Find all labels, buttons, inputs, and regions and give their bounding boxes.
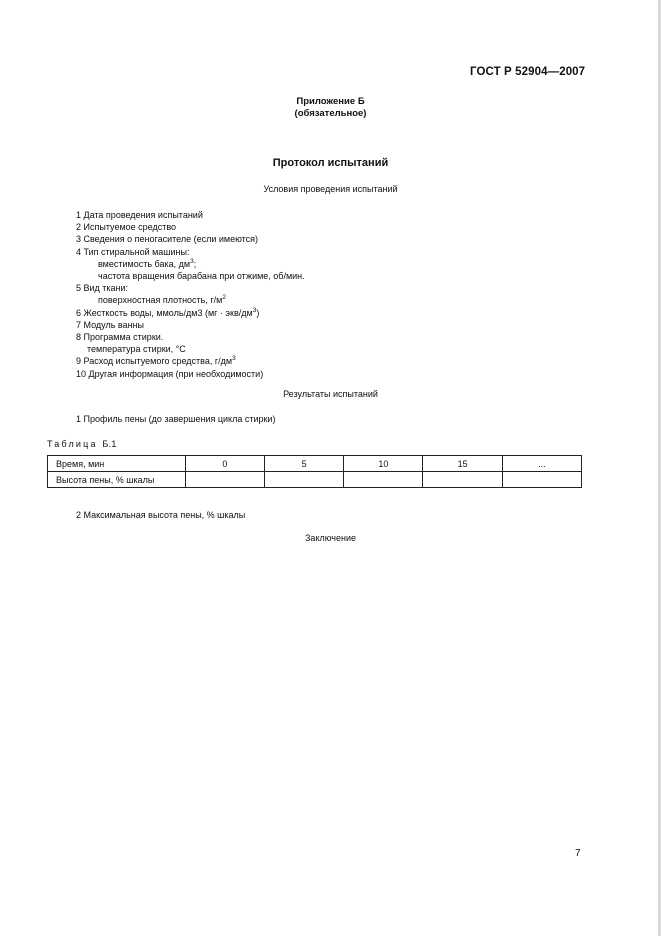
table-caption: Таблица Б.1 [47,439,117,449]
conclusion-heading: Заключение [305,533,356,543]
appendix-subtitle: (обязательное) [294,108,367,119]
conditions-subitem: частота вращения барабана при отжиме, об/мин. [98,271,305,282]
conditions-list [76,209,305,380]
conditions-item: 3 Сведения о пеногасителе (если имеются) [76,234,259,245]
appendix-title: Приложение Б [296,96,365,107]
conditions-item: 10 Другая информация (при необходимости) [76,368,264,379]
conditions-item: 6 Жесткость воды, ммоль/дм3 (мг · экв/$дм^3$) [76,306,260,318]
table-cell: 15 [423,456,502,472]
table-cell: 5 [265,456,344,472]
table-row [48,472,582,488]
conditions-item: 1 Дата проведения испытаний [76,210,203,220]
table-cell [265,472,344,488]
conditions-subitem: вместимость бака, $дм^3$; [98,257,197,269]
table-cell: 10 [344,456,423,472]
document-id: ГОСТ Р 52904—2007 [470,66,586,78]
conditions-item: 9 Расход испытуемого средства, $г/дм^3$ [76,355,236,367]
table-cell [344,472,423,488]
conditions-item: 8 Программа стирки. [76,332,164,343]
protocol-title: Протокол испытаний [272,157,389,169]
page-number: 7 [575,848,581,859]
conditions-subitem: поверхностная плотность, $г/м^2$ [98,294,226,306]
conditions-item: 5 Вид ткани: [76,283,129,294]
conditions-item: 2 Испытуемое средство [76,222,177,233]
results-item-1: 1 Профиль пены (до завершения цикла стирки) [76,414,276,424]
conditions-item: 7 Модуль ванны [76,319,145,330]
conditions-subitem: температура стирки, °С [87,344,186,355]
foam-table [47,455,582,488]
table-row-header: Высота пены, % шкалы [48,472,186,488]
table-row [48,456,582,472]
table-row-header: Время, мин [48,456,186,472]
results-heading: Результаты испытаний [283,389,378,399]
table-cell [502,472,581,488]
conditions-item: 4 Тип стиральной машины: [76,246,190,257]
results-item-2: 2 Максимальная высота пены, % шкалы [76,510,246,520]
table-cell [423,472,502,488]
table-cell [185,472,264,488]
table-cell: 0 [185,456,264,472]
conditions-heading: Условия проведения испытаний [263,184,398,194]
table-cell: ... [502,456,581,472]
